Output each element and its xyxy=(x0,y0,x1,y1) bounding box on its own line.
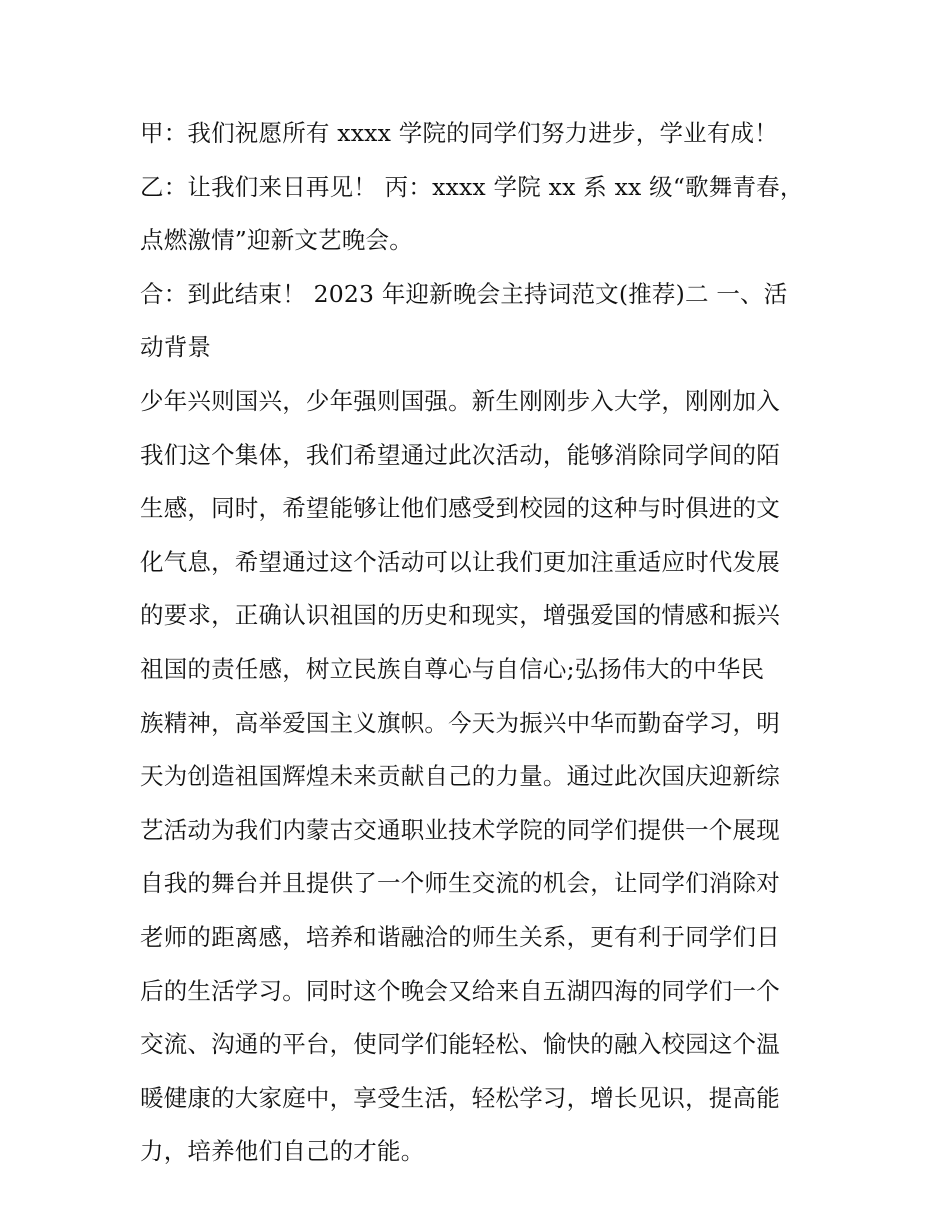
paragraph-line: 自我的舞台并且提供了一个师生交流的机会，让同学们消除对 xyxy=(140,869,780,898)
paragraph-line: 后的生活学习。同时这个晚会又给来自五湖四海的同学们一个 xyxy=(140,976,780,1005)
text-line-gala-name: 点燃激情”迎新文艺晚会。 xyxy=(140,226,413,255)
paragraph-line: 的要求，正确认识祖国的历史和现实，增强爱国的情感和振兴 xyxy=(140,601,780,630)
document-body xyxy=(140,107,820,1179)
paragraph-line: 天为创造祖国辉煌未来贡献自己的力量。通过此次国庆迎新综 xyxy=(140,762,780,791)
text-line-end-and-heading: 合：到此结束！ 2023 年迎新晚会主持词范文(推荐)二 一、活 xyxy=(140,279,788,308)
paragraph-line: 艺活动为我们内蒙古交通职业技术学院的同学们提供一个展现 xyxy=(140,815,780,844)
paragraph-line: 化气息，希望通过这个活动可以让我们更加注重适应时代发展 xyxy=(140,547,780,576)
paragraph-line: 力，培养他们自己的才能。 xyxy=(140,1137,425,1166)
paragraph-line: 生感，同时，希望能够让他们感受到校园的这种与时俱进的文 xyxy=(140,494,780,523)
paragraph-line: 交流、沟通的平台，使同学们能轻松、愉快的融入校园这个温 xyxy=(140,1030,780,1059)
section-heading-background: 动背景 xyxy=(140,333,212,362)
paragraph-line: 老师的距离感，培养和谐融洽的师生关系，更有利于同学们日 xyxy=(140,922,780,951)
paragraph-line: 我们这个集体，我们希望通过此次活动，能够消除同学间的陌 xyxy=(140,440,780,469)
text-line-closing-wish: 甲：我们祝愿所有 xxxx 学院的同学们努力进步，学业有成！ xyxy=(140,119,778,147)
paragraph-line: 族精神，高举爱国主义旗帜。今天为振兴中华而勤奋学习，明 xyxy=(140,708,780,737)
text-line-farewell: 乙：让我们来日再见！ 丙：xxxx 学院 xx 系 xx 级“歌舞青春， xyxy=(140,172,804,201)
paragraph-line: 暖健康的大家庭中，享受生活，轻松学习，增长见识，提高能 xyxy=(140,1083,780,1112)
paragraph-line: 祖国的责任感，树立民族自尊心与自信心;弘扬伟大的中华民 xyxy=(140,654,765,683)
paragraph-line: 少年兴则国兴，少年强则国强。新生刚刚步入大学，刚刚加入 xyxy=(140,386,780,415)
